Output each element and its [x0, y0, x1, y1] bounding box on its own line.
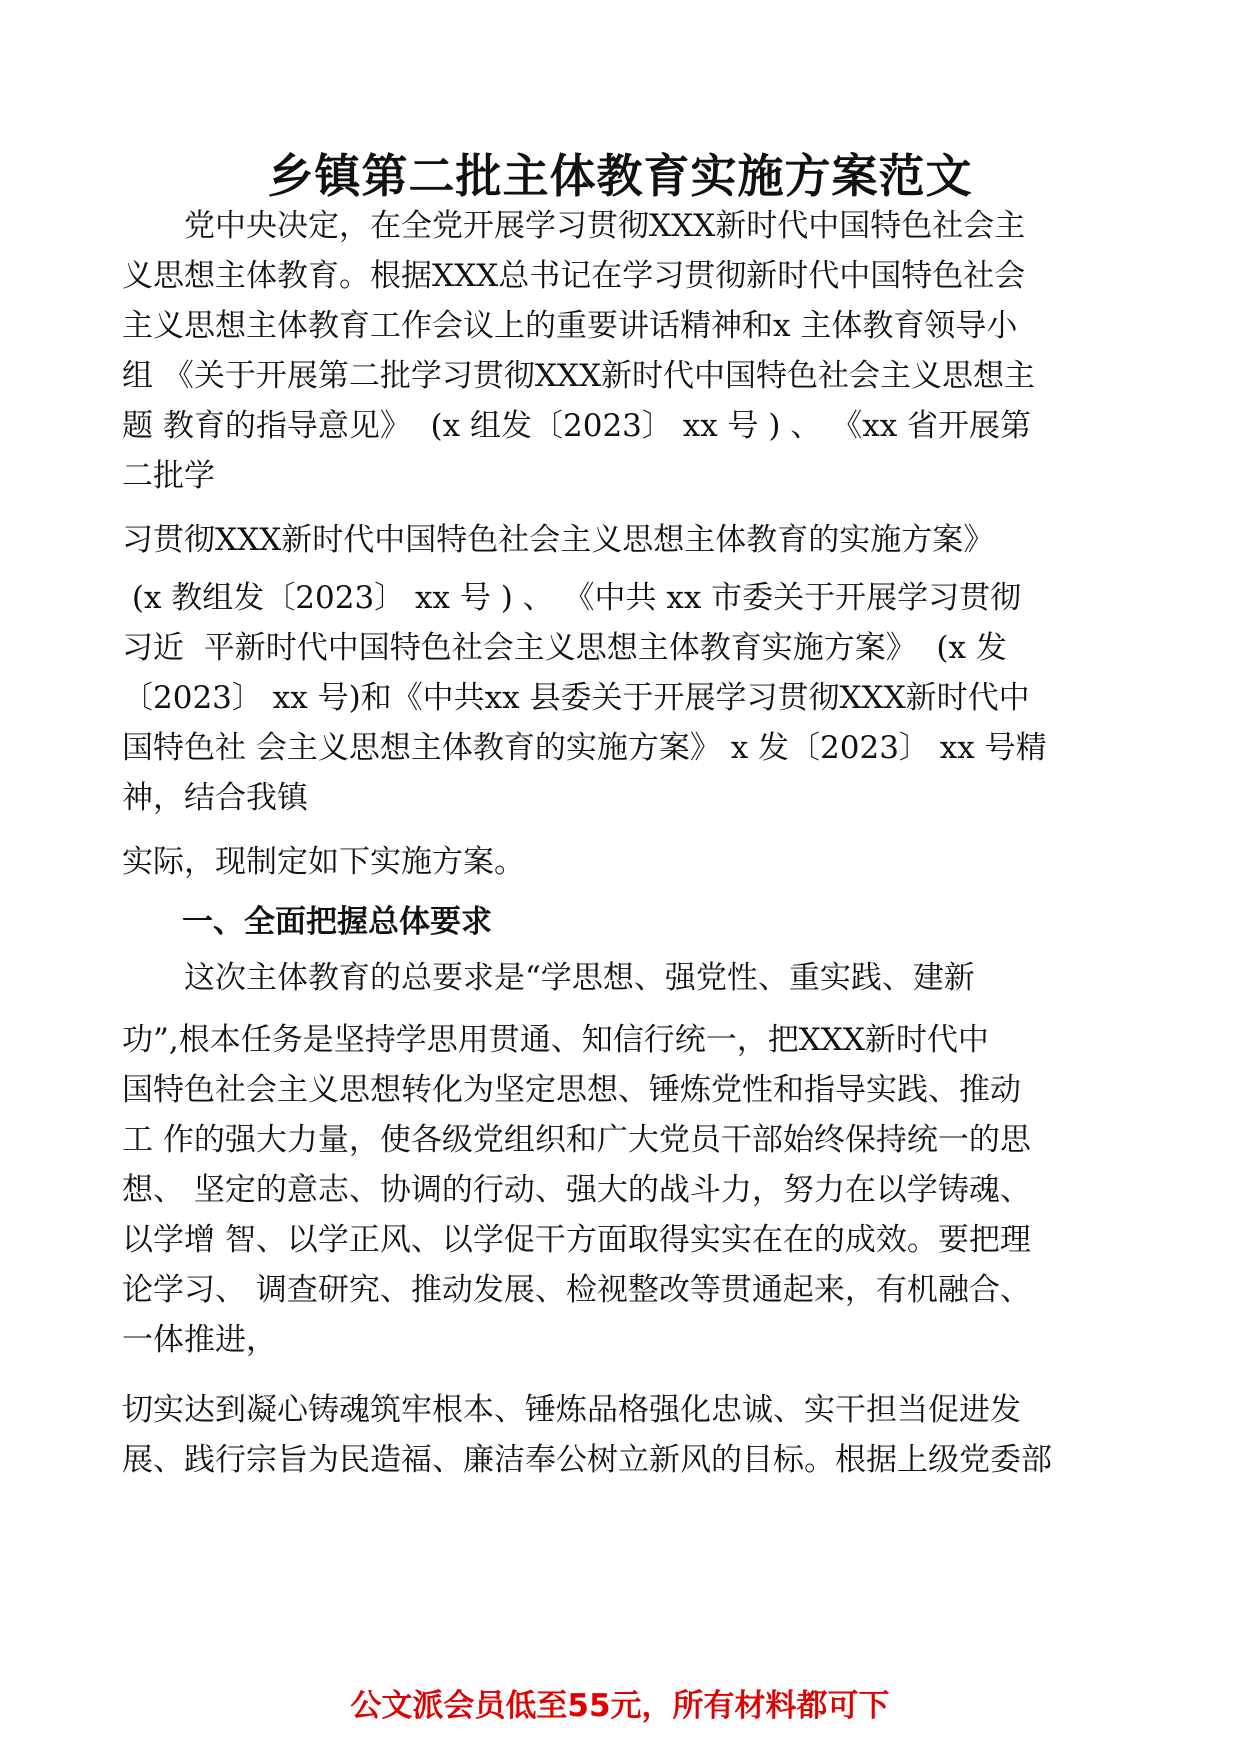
- body-line: 以学增 智、以学正风、以学促干方面取得实实在在的成效。要把理: [122, 1222, 1031, 1258]
- body-line: 实际，现制定如下实施方案。: [122, 844, 525, 880]
- body-line: 这次主体教育的总要求是“学思想、强党性、重实践、建新: [122, 960, 975, 996]
- body-line: 国特色社 会主义思想主体教育的实施方案》 x 发〔2023〕 xx 号精: [122, 730, 1047, 766]
- promo-banner: 公文派会员低至55元，所有材料都可下: [350, 1688, 890, 1724]
- body-line: 〔2023〕 xx 号)和《中共xx 县委关于开展学习贯彻XXX新时代中: [122, 680, 1030, 716]
- body-line: 功”,根本任务是坚持学思用贯通、知信行统一，把XXX新时代中: [122, 1022, 989, 1058]
- body-line: 习近 平新时代中国特色社会主义思想主体教育实施方案》 (x 发: [122, 630, 1007, 666]
- body-line: 习贯彻XXX新时代中国特色社会主义思想主体教育的实施方案》: [122, 522, 995, 558]
- body-line: (x 教组发〔2023〕 xx 号 ) 、 《中共 xx 市委关于开展学习贯彻: [122, 580, 1022, 616]
- body-line: 题 教育的指导意见》 (x 组发〔2023〕 xx 号 ) 、 《xx 省开展第: [122, 408, 1032, 444]
- body-line: 主义思想主体教育工作会议上的重要讲话精神和x 主体教育领导小: [122, 308, 1018, 344]
- document-title: 乡镇第二批主体教育实施方案范文: [267, 149, 973, 203]
- body-line: 工 作的强大力量，使各级党组织和广大党员干部始终保持统一的思: [122, 1122, 1031, 1158]
- body-line: 义思想主体教育。根据XXX总书记在学习贯彻新时代中国特色社会: [122, 258, 1026, 294]
- body-line: 展、践行宗旨为民造福、廉洁奉公树立新风的目标。根据上级党委部: [122, 1442, 1052, 1478]
- body-line: 一体推进，: [122, 1322, 277, 1358]
- body-line: 国特色社会主义思想转化为坚定思想、锤炼党性和指导实践、推动: [122, 1072, 1021, 1108]
- body-line: 切实达到凝心铸魂筑牢根本、锤炼品格强化忠诚、实干担当促进发: [122, 1392, 1021, 1428]
- body-line: 组 《关于开展第二批学习贯彻XXX新时代中国特色社会主义思想主: [122, 358, 1036, 394]
- body-line: 论学习、 调查研究、推动发展、检视整改等贯通起来，有机融合、: [122, 1272, 1031, 1308]
- body-line: 神，结合我镇: [122, 780, 308, 816]
- body-line: 二批学: [122, 458, 215, 494]
- body-line: 想、 坚定的意志、协调的行动、强大的战斗力，努力在以学铸魂、: [122, 1172, 1031, 1208]
- section-heading: 一、全面把握总体要求: [182, 904, 492, 940]
- body-line: 党中央决定，在全党开展学习贯彻XXX新时代中国特色社会主: [122, 208, 1026, 244]
